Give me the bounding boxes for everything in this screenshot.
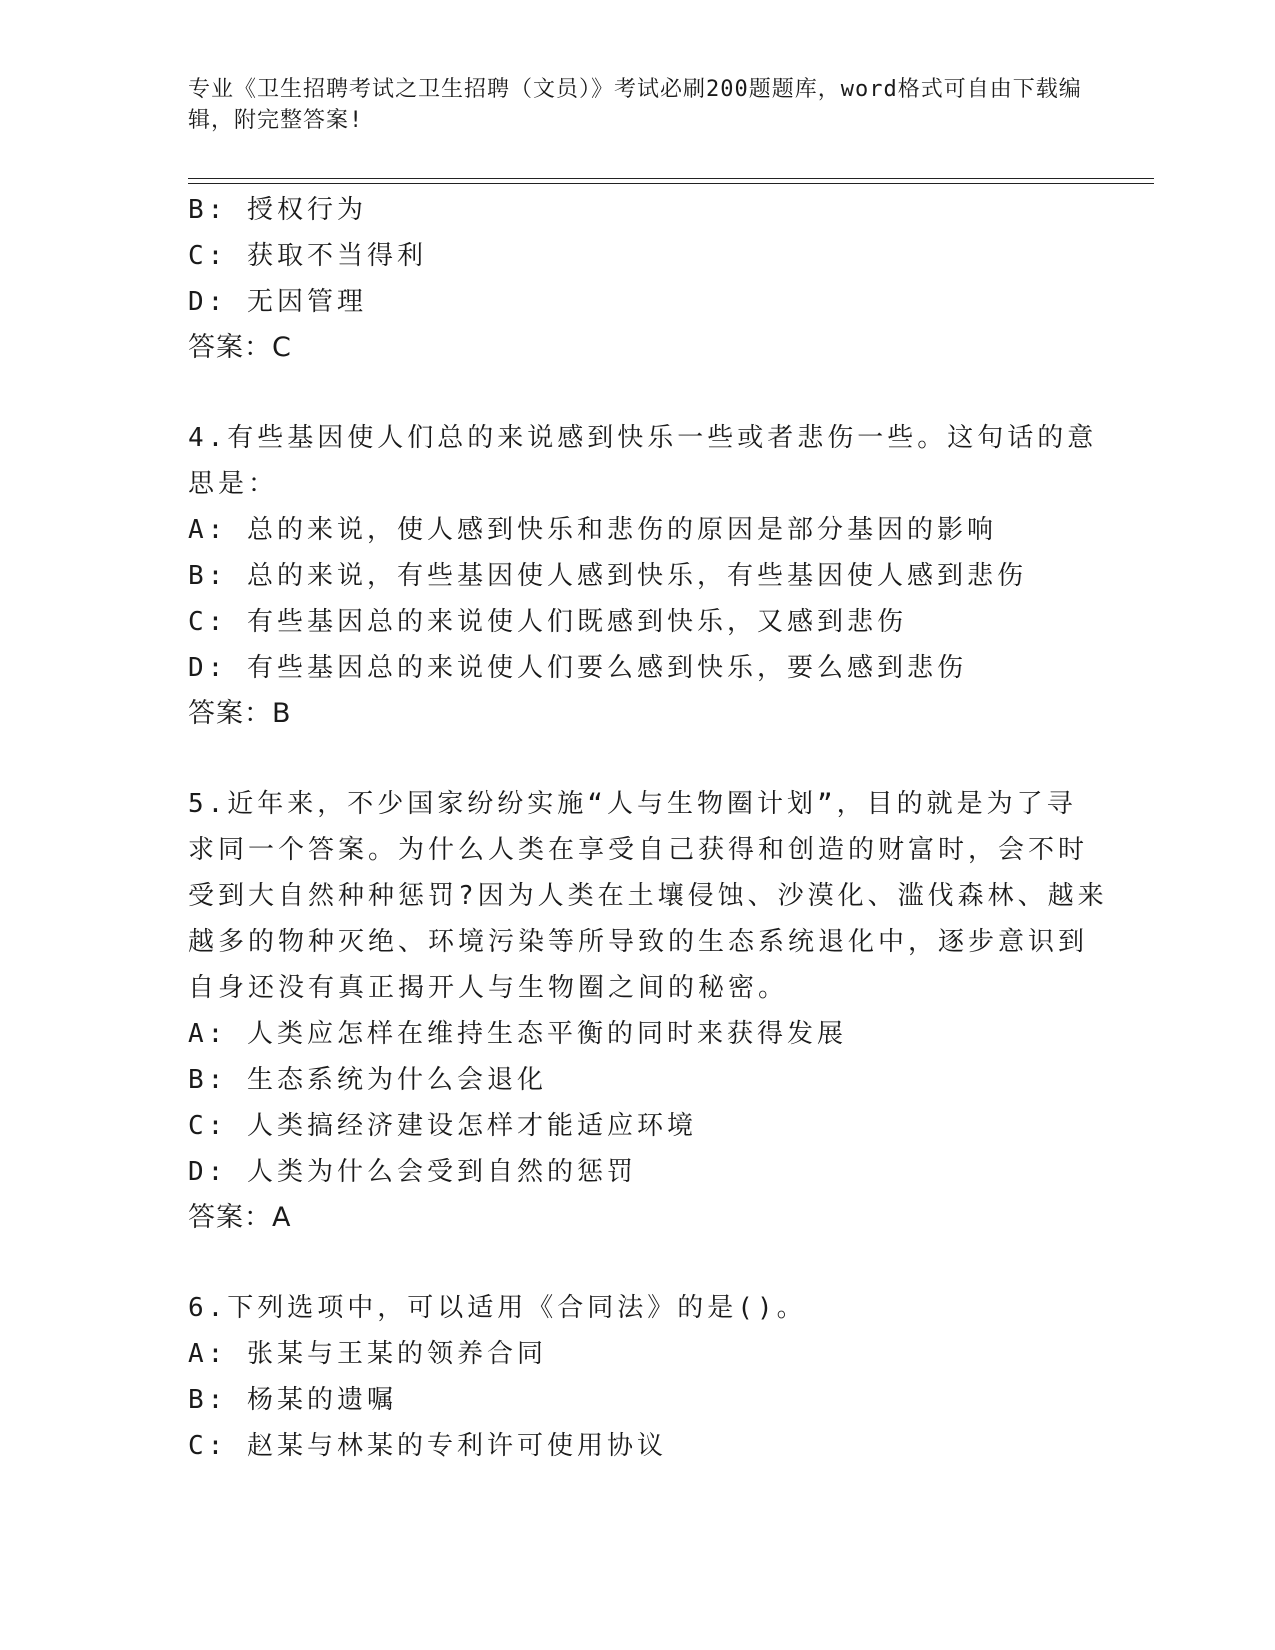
q4-stem-line-2: 思是： — [188, 469, 279, 499]
q3-option-b: B: 授权行为 — [188, 195, 367, 225]
q5-option-c: C: 人类搞经济建设怎样才能适应环境 — [188, 1111, 697, 1141]
q5-stem-line-2: 求同一个答案。为什么人类在享受自己获得和创造的财富时，会不时 — [188, 835, 1089, 865]
q3-option-c: C: 获取不当得利 — [188, 241, 427, 271]
q5-stem-line-4: 越多的物种灭绝、环境污染等所导致的生态系统退化中，逐步意识到 — [188, 927, 1089, 957]
q6-option-b: B: 杨某的遗嘱 — [188, 1385, 397, 1415]
q5-stem-line-5: 自身还没有真正揭开人与生物圈之间的秘密。 — [188, 973, 789, 1003]
q4-stem-line-1: 4.有些基因使人们总的来说感到快乐一些或者悲伤一些。这句话的意 — [188, 423, 1098, 453]
header-divider-top — [188, 178, 1154, 179]
q6-option-c: C: 赵某与林某的专利许可使用协议 — [188, 1431, 667, 1461]
question-6 — [188, 1285, 1088, 1469]
q6-option-a: A: 张某与王某的领养合同 — [188, 1339, 547, 1369]
q4-option-a: A: 总的来说，使人感到快乐和悲伤的原因是部分基因的影响 — [188, 515, 997, 545]
q3-option-d: D: 无因管理 — [188, 287, 367, 317]
question-3 — [188, 187, 1088, 371]
question-4 — [188, 415, 1098, 737]
q5-stem-line-1: 5.近年来，不少国家纷纷实施“人与生物圈计划”，目的就是为了寻 — [188, 789, 1077, 819]
q4-option-b: B: 总的来说，有些基因使人感到快乐，有些基因使人感到悲伤 — [188, 561, 1027, 591]
question-5 — [188, 781, 1108, 1241]
q4-option-c: C: 有些基因总的来说使人们既感到快乐，又感到悲伤 — [188, 607, 907, 637]
document-header: 专业《卫生招聘考试之卫生招聘（文员）》考试必刷200题题库，word格式可自由下载编辑，附完整答案! — [188, 77, 1082, 133]
q5-answer: 答案：A — [188, 1202, 292, 1233]
q5-option-a: A: 人类应怎样在维持生态平衡的同时来获得发展 — [188, 1019, 847, 1049]
q3-answer: 答案：C — [188, 332, 292, 363]
q4-option-d: D: 有些基因总的来说使人们要么感到快乐，要么感到悲伤 — [188, 653, 967, 683]
q4-answer: 答案：B — [188, 698, 292, 729]
q5-stem-line-3: 受到大自然种种惩罚?因为人类在土壤侵蚀、沙漠化、滥伐森林、越来 — [188, 881, 1108, 911]
q6-stem-line-1: 6.下列选项中，可以适用《合同法》的是()。 — [188, 1293, 807, 1323]
header-divider-bottom — [188, 183, 1154, 184]
question-list — [188, 187, 1108, 1469]
q5-option-b: B: 生态系统为什么会退化 — [188, 1065, 547, 1095]
q5-option-d: D: 人类为什么会受到自然的惩罚 — [188, 1157, 637, 1187]
